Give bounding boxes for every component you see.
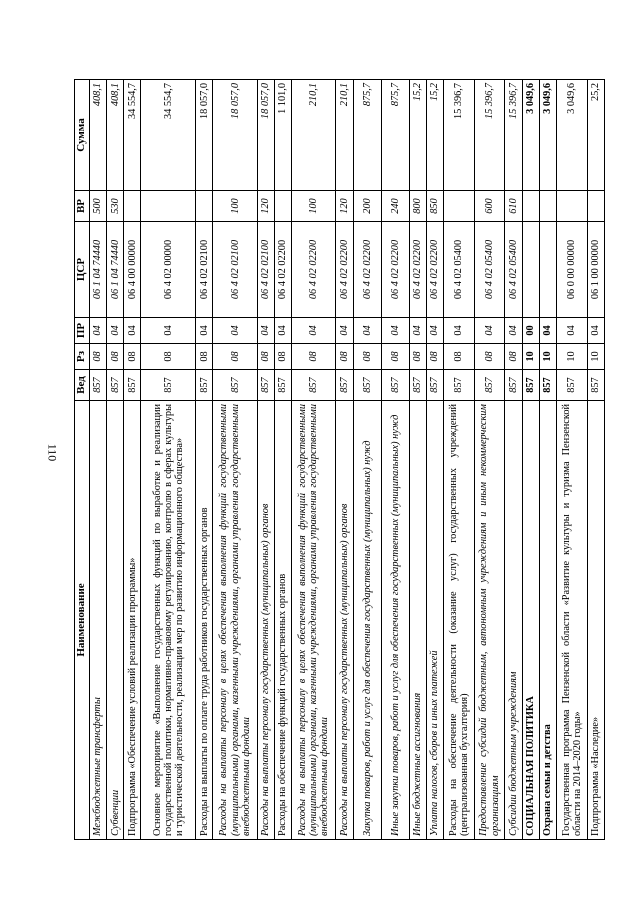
row-sum: 25,2 — [587, 80, 604, 191]
row-pr: 04 — [443, 318, 474, 344]
row-sum: 408,1 — [89, 80, 106, 191]
row-vr: 800 — [409, 191, 426, 222]
row-ved: 857 — [381, 370, 409, 401]
row-sum: 15,2 — [409, 80, 426, 191]
row-ved: 857 — [196, 370, 213, 401]
row-rz: 08 — [409, 344, 426, 370]
row-name: Подпрограмма «Наследие» — [587, 401, 604, 840]
header-vr: ВР — [75, 191, 90, 222]
row-vr: 850 — [426, 191, 443, 222]
table-row — [409, 80, 426, 840]
row-ved: 857 — [141, 370, 196, 401]
header-sum: Сумма — [75, 80, 90, 191]
row-sum: 408,1 — [107, 80, 124, 191]
row-sum: 3 049,6 — [522, 80, 539, 191]
row-csr: 06 4 02 00000 — [141, 222, 196, 318]
row-rz: 08 — [505, 344, 522, 370]
row-pr: 04 — [124, 318, 141, 344]
row-sum: 15 396,7 — [443, 80, 474, 191]
row-name: Подпрограмма «Обеспечение условий реализации программы» — [124, 401, 141, 840]
row-pr: 04 — [474, 318, 505, 344]
row-name: Межбюджетные трансферты — [89, 401, 106, 840]
row-vr — [587, 191, 604, 222]
header-name: Наименование — [75, 401, 90, 840]
row-ved: 857 — [522, 370, 539, 401]
row-rz: 08 — [274, 344, 291, 370]
table-row — [274, 80, 291, 840]
row-pr: 04 — [336, 318, 353, 344]
row-sum: 15 396,7 — [505, 80, 522, 191]
row-name: Предоставление субсидий бюджетным, автономным учреждениям и иным некоммерческим организациям — [474, 401, 505, 840]
row-sum: 875,7 — [353, 80, 381, 191]
row-rz: 10 — [556, 344, 587, 370]
row-name: Расходы на выплаты по оплате труда работников государственных органов — [196, 401, 213, 840]
budget-table-container — [74, 80, 605, 840]
row-vr: 120 — [336, 191, 353, 222]
row-rz: 10 — [587, 344, 604, 370]
row-vr: 530 — [107, 191, 124, 222]
row-sum: 15,2 — [426, 80, 443, 191]
row-sum: 18 057,0 — [257, 80, 274, 191]
row-rz: 08 — [443, 344, 474, 370]
row-csr — [522, 222, 539, 318]
row-sum: 1 101,0 — [274, 80, 291, 191]
header-csr: ЦСР — [75, 222, 90, 318]
row-sum: 875,7 — [381, 80, 409, 191]
row-rz: 08 — [89, 344, 106, 370]
row-pr: 04 — [539, 318, 556, 344]
row-rz: 08 — [107, 344, 124, 370]
table-row — [257, 80, 274, 840]
row-vr — [556, 191, 587, 222]
row-vr: 120 — [257, 191, 274, 222]
row-ved: 857 — [213, 370, 257, 401]
row-sum: 3 049,6 — [556, 80, 587, 191]
row-vr: 610 — [505, 191, 522, 222]
row-csr: 06 4 02 02200 — [409, 222, 426, 318]
row-csr: 06 4 02 02100 — [257, 222, 274, 318]
row-name: Охрана семьи и детства — [539, 401, 556, 840]
row-rz: 08 — [141, 344, 196, 370]
row-sum: 18 057,0 — [213, 80, 257, 191]
row-sum: 15 396,7 — [474, 80, 505, 191]
row-csr: 06 4 02 02200 — [426, 222, 443, 318]
row-pr: 04 — [107, 318, 124, 344]
page-number-text: 110 — [45, 443, 60, 462]
row-vr: 100 — [292, 191, 336, 222]
row-csr: 06 1 04 74440 — [89, 222, 106, 318]
row-name: Расходы на выплаты персоналу государственных (муниципальных) органов — [257, 401, 274, 840]
row-vr: 240 — [381, 191, 409, 222]
row-name: Иные бюджетные ассигнования — [409, 401, 426, 840]
row-csr: 06 4 02 02200 — [292, 222, 336, 318]
row-csr: 06 4 02 02200 — [353, 222, 381, 318]
row-csr: 06 4 02 05400 — [474, 222, 505, 318]
row-pr: 00 — [522, 318, 539, 344]
row-sum: 3 049,6 — [539, 80, 556, 191]
row-ved: 857 — [409, 370, 426, 401]
row-csr: 06 4 02 02200 — [336, 222, 353, 318]
header-rz: Рз — [75, 344, 90, 370]
row-rz: 08 — [196, 344, 213, 370]
table-row — [505, 80, 522, 840]
row-ved: 857 — [292, 370, 336, 401]
row-vr: 200 — [353, 191, 381, 222]
table-row — [292, 80, 336, 840]
row-rz: 08 — [124, 344, 141, 370]
row-name: Закупка товаров, работ и услуг для обеспечения государственных (муниципальных) нужд — [353, 401, 381, 840]
row-ved: 857 — [274, 370, 291, 401]
row-csr: 06 1 00 00000 — [587, 222, 604, 318]
row-ved: 857 — [257, 370, 274, 401]
row-rz: 08 — [213, 344, 257, 370]
row-vr — [274, 191, 291, 222]
row-ved: 857 — [124, 370, 141, 401]
table-row — [381, 80, 409, 840]
row-ved: 857 — [336, 370, 353, 401]
table-row — [196, 80, 213, 840]
row-csr: 06 0 00 00000 — [556, 222, 587, 318]
row-name: Уплата налогов, сборов и иных платежей — [426, 401, 443, 840]
row-pr: 04 — [274, 318, 291, 344]
row-name: Субсидии бюджетным учреждениям — [505, 401, 522, 840]
row-ved: 857 — [587, 370, 604, 401]
table-row — [426, 80, 443, 840]
row-vr — [443, 191, 474, 222]
budget-table — [74, 79, 605, 840]
row-ved: 857 — [505, 370, 522, 401]
row-pr: 04 — [409, 318, 426, 344]
row-csr: 06 4 02 05400 — [443, 222, 474, 318]
row-name: Субвенции — [107, 401, 124, 840]
row-rz: 08 — [257, 344, 274, 370]
row-rz: 08 — [336, 344, 353, 370]
row-rz: 08 — [353, 344, 381, 370]
header-ved: Вед — [75, 370, 90, 401]
row-sum: 210,1 — [336, 80, 353, 191]
row-pr: 04 — [89, 318, 106, 344]
row-name: Расходы на обеспечение деятельности (оказание услуг) государственных учреждений (централизованная бухгалтерия) — [443, 401, 474, 840]
row-csr: 06 4 00 00000 — [124, 222, 141, 318]
table-row — [213, 80, 257, 840]
row-rz: 10 — [522, 344, 539, 370]
row-sum: 210,1 — [292, 80, 336, 191]
row-name: Государственная программа Пензенской области «Развитие культуры и туризма Пензенской области на 2014–2020 годы» — [556, 401, 587, 840]
row-name: Иные закупки товаров, работ и услуг для обеспечения государственных (муниципальных) нужд — [381, 401, 409, 840]
row-ved: 857 — [474, 370, 505, 401]
table-row — [539, 80, 556, 840]
row-pr: 04 — [257, 318, 274, 344]
row-ved: 857 — [539, 370, 556, 401]
row-name: СОЦИАЛЬНАЯ ПОЛИТИКА — [522, 401, 539, 840]
row-name: Расходы на обеспечение функций государственных органов — [274, 401, 291, 840]
row-vr — [141, 191, 196, 222]
row-sum: 34 554,7 — [124, 80, 141, 191]
table-row — [336, 80, 353, 840]
table-row — [107, 80, 124, 840]
table-row — [587, 80, 604, 840]
row-csr — [539, 222, 556, 318]
table-row — [124, 80, 141, 840]
row-vr: 100 — [213, 191, 257, 222]
table-row — [141, 80, 196, 840]
row-csr: 06 4 02 05400 — [505, 222, 522, 318]
page-number — [45, 0, 59, 905]
row-rz: 08 — [292, 344, 336, 370]
table-row — [353, 80, 381, 840]
table-row — [556, 80, 587, 840]
row-csr: 06 4 02 02200 — [381, 222, 409, 318]
row-csr: 06 4 02 02100 — [196, 222, 213, 318]
table-row — [443, 80, 474, 840]
row-sum: 18 057,0 — [196, 80, 213, 191]
row-name: Расходы на выплаты персоналу в целях обеспечения выполнения функций государственными (муниципальными) органами, казенными учреждениями, органами управления государственными внебюджетными фондами — [292, 401, 336, 840]
row-name: Основное мероприятие «Выполнение государственных функций по выработке и реализации государственной политики, нормативно-правовому регулированию, контролю в сферах культуры и туристической деятельности, реализации мер по развитию информационного общества» — [141, 401, 196, 840]
row-name: Расходы на выплаты персоналу в целях обеспечения выполнения функций государственными (муниципальными) органами, казенными учреждениями, органами управления государственными внебюджетными фондами — [213, 401, 257, 840]
row-ved: 857 — [107, 370, 124, 401]
row-vr — [539, 191, 556, 222]
row-rz: 08 — [474, 344, 505, 370]
row-vr — [522, 191, 539, 222]
row-vr — [196, 191, 213, 222]
table-row — [89, 80, 106, 840]
row-vr — [124, 191, 141, 222]
row-rz: 08 — [381, 344, 409, 370]
table-row — [474, 80, 505, 840]
row-pr: 04 — [292, 318, 336, 344]
row-pr: 04 — [213, 318, 257, 344]
row-pr: 04 — [141, 318, 196, 344]
row-name: Расходы на выплаты персоналу государственных (муниципальных) органов — [336, 401, 353, 840]
row-ved: 857 — [353, 370, 381, 401]
row-csr: 06 4 02 02100 — [213, 222, 257, 318]
row-rz: 08 — [426, 344, 443, 370]
row-pr: 04 — [353, 318, 381, 344]
table-row — [522, 80, 539, 840]
row-vr: 600 — [474, 191, 505, 222]
row-csr: 06 1 04 74440 — [107, 222, 124, 318]
row-ved: 857 — [556, 370, 587, 401]
header-pr: ПР — [75, 318, 90, 344]
row-csr: 06 4 02 02200 — [274, 222, 291, 318]
row-ved: 857 — [443, 370, 474, 401]
row-pr: 04 — [196, 318, 213, 344]
row-pr: 04 — [381, 318, 409, 344]
row-ved: 857 — [426, 370, 443, 401]
row-pr: 04 — [556, 318, 587, 344]
row-vr: 500 — [89, 191, 106, 222]
row-ved: 857 — [89, 370, 106, 401]
row-rz: 10 — [539, 344, 556, 370]
row-sum: 34 554,7 — [141, 80, 196, 191]
row-pr: 04 — [426, 318, 443, 344]
row-pr: 04 — [587, 318, 604, 344]
row-pr: 04 — [505, 318, 522, 344]
table-header-row — [75, 80, 90, 840]
